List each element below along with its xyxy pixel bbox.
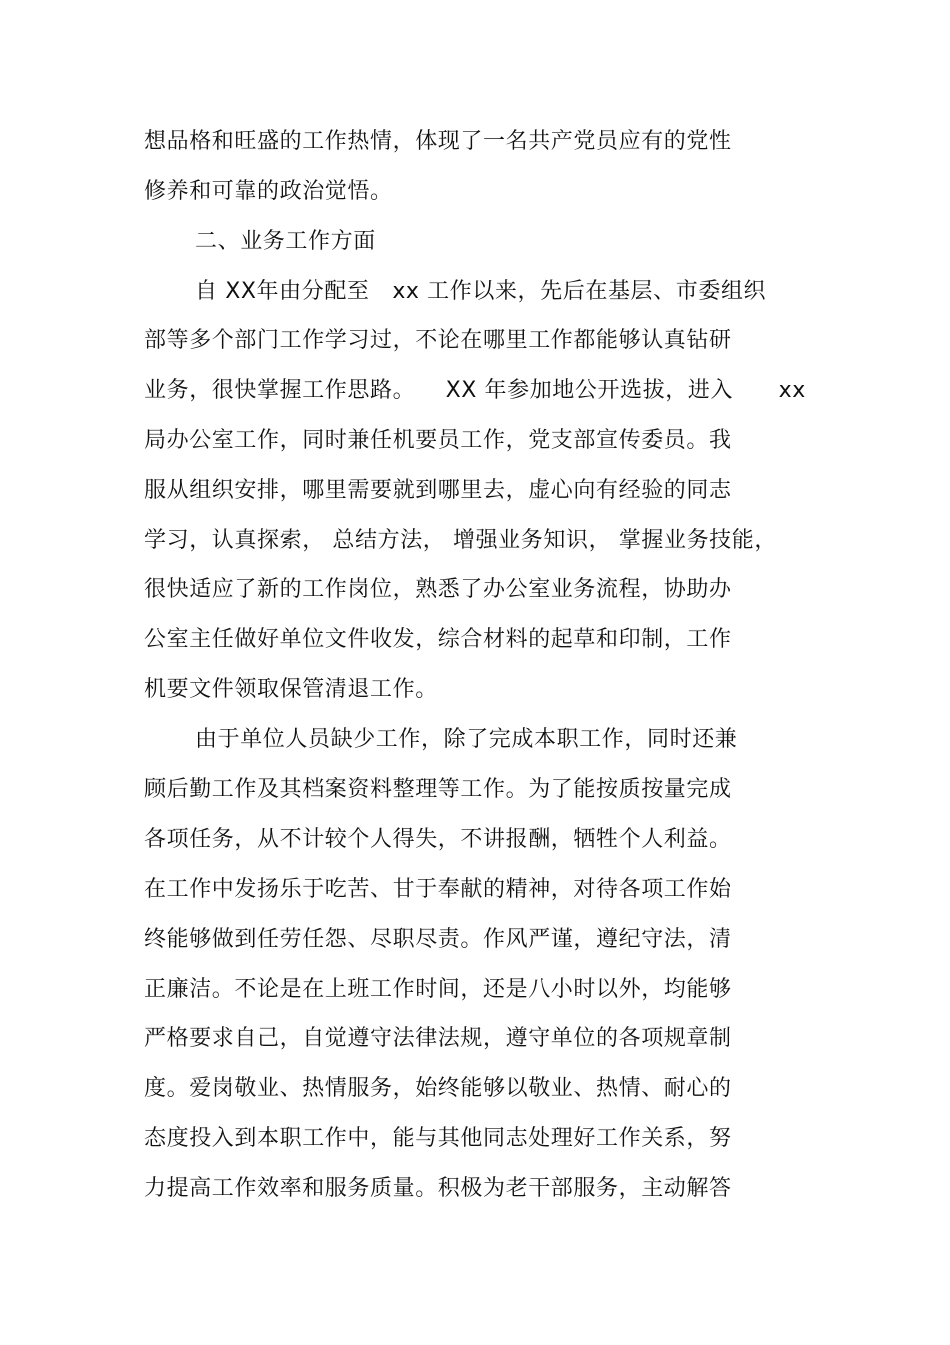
text-line: 各项任务，从不计较个人得失，不讲报酬，牺牲个人利益。 <box>144 827 732 852</box>
text-line: 服从组织安排，哪里需要就到哪里去，虚心向有经验的同志 <box>144 478 732 503</box>
paragraph-first-line: 由于单位人员缺少工作，除了完成本职工作，同时还兼 <box>195 727 738 752</box>
text-line: 机要文件领取保管清退工作。 <box>144 677 438 702</box>
section-heading: 二、业务工作方面 <box>195 229 376 254</box>
text-line: 业务，很快掌握工作思路。 XX 年参加地公开选拔，进入 xx <box>144 378 806 403</box>
text-line: 想品格和旺盛的工作热情，体现了一名共产党员应有的党性 <box>144 129 732 154</box>
text-line: 部等多个部门工作学习过，不论在哪里工作都能够认真钻研 <box>144 328 732 353</box>
text-line: 严格要求自己，自觉遵守法律法规，遵守单位的各项规章制 <box>144 1026 732 1051</box>
paragraph-first-line: 自 XX年由分配至 xx 工作以来，先后在基层、市委组织 <box>195 279 767 304</box>
text-line: 公室主任做好单位文件收发，综合材料的起草和印制，工作 <box>144 627 732 652</box>
text-line: 态度投入到本职工作中，能与其他同志处理好工作关系，努 <box>144 1126 732 1151</box>
text-line: 修养和可靠的政治觉悟。 <box>144 179 393 204</box>
text-line: 力提高工作效率和服务质量。积极为老干部服务，主动解答 <box>144 1176 732 1201</box>
text-line: 正廉洁。不论是在上班工作时间，还是八小时以外，均能够 <box>144 977 732 1002</box>
text-line: 顾后勤工作及其档案资料整理等工作。为了能按质按量完成 <box>144 777 732 802</box>
text-line: 终能够做到任劳任怨、尽职尽责。作风严谨，遵纪守法，清 <box>144 927 732 952</box>
text-line: 在工作中发扬乐于吃苦、甘于奉献的精神，对待各项工作始 <box>144 877 732 902</box>
text-line: 度。爱岗敬业、热情服务，始终能够以敬业、热情、耐心的 <box>144 1076 732 1101</box>
text-line: 很快适应了新的工作岗位，熟悉了办公室业务流程，协助办 <box>144 577 732 602</box>
text-line: 局办公室工作，同时兼任机要员工作，党支部宣传委员。我 <box>144 428 732 453</box>
text-line: 学习，认真探索， 总结方法， 增强业务知识， 掌握业务技能， <box>144 528 777 553</box>
